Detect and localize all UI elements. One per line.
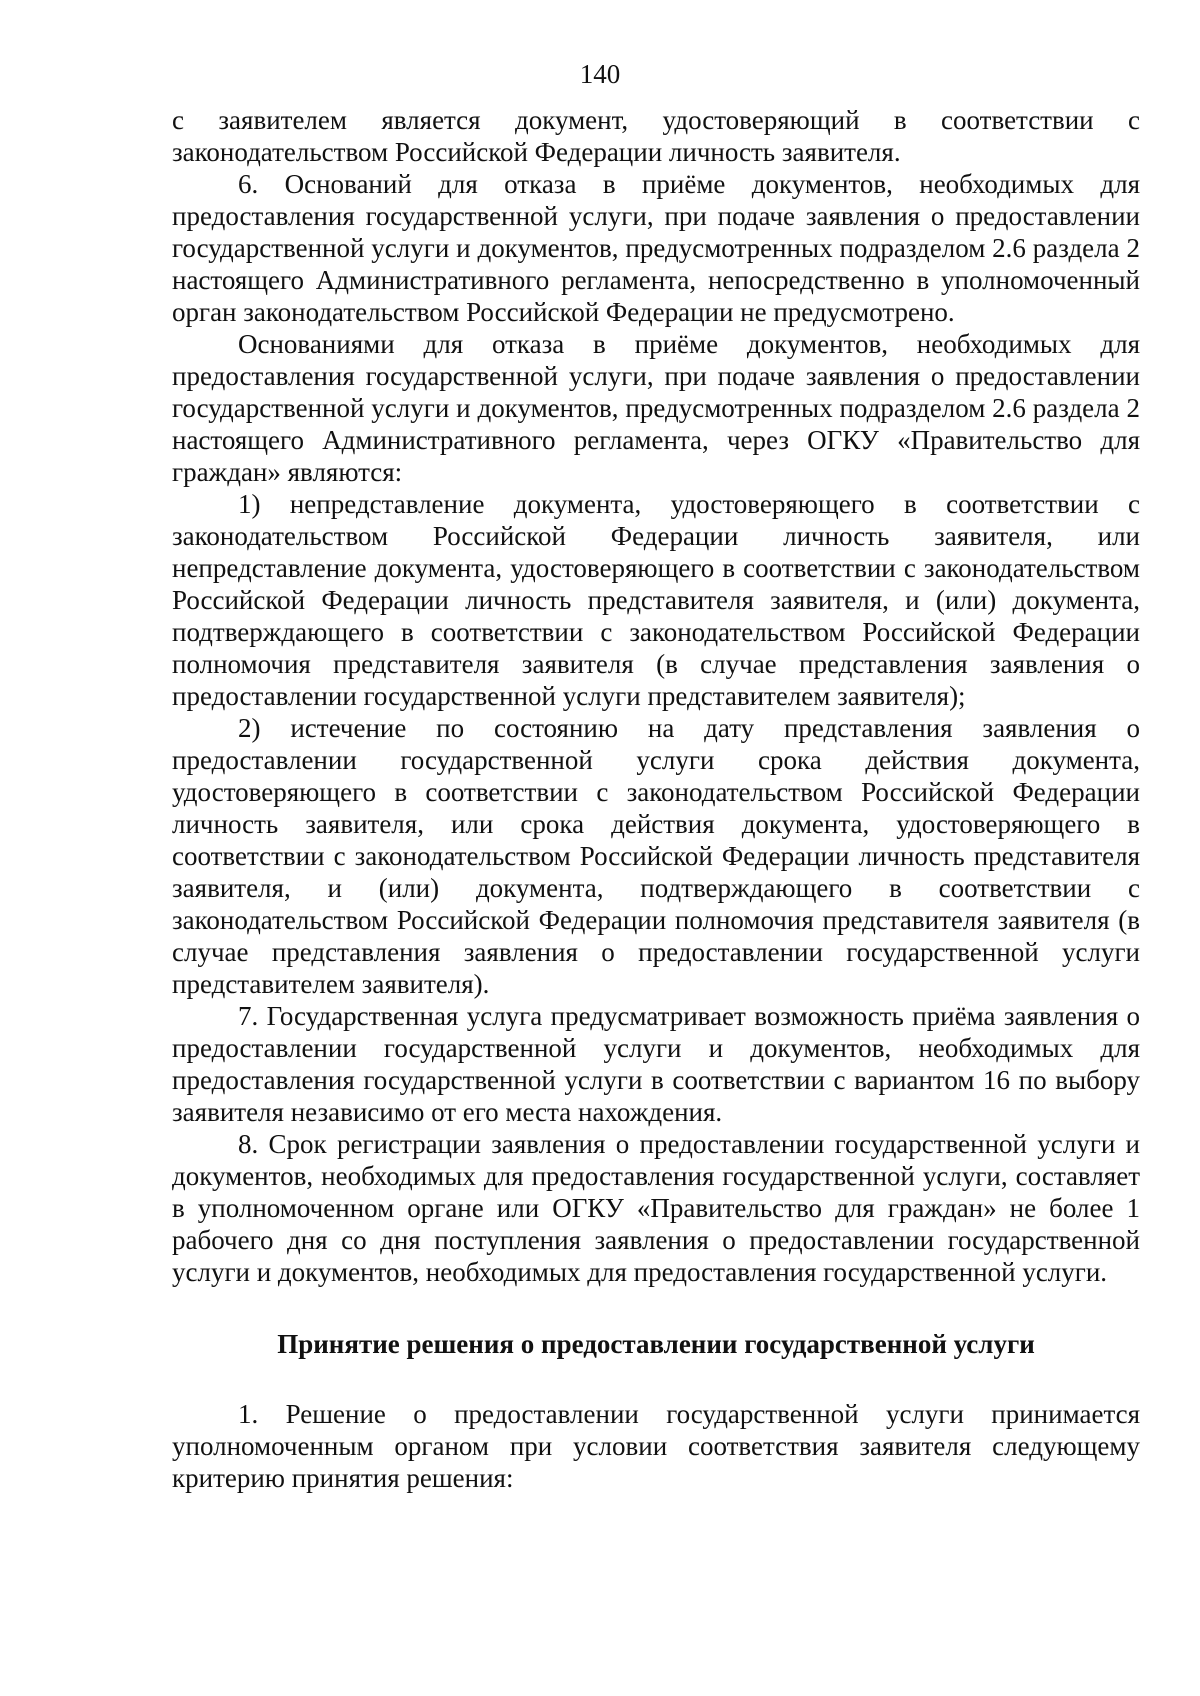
- paragraph-grounds-intro: Основаниями для отказа в приёме документов, необходимых для предоставления государственной услуги, при подаче заявления о предоставлении государственной услуги и документов, предусмотренных подразделом 2.6 раздела 2 настоящего Административного регламента, через ОГКУ «Правительство для граждан» являются:: [172, 329, 1140, 487]
- paragraph-ground-1: 1) непредставление документа, удостоверяющего в соответствии с законодательством Российской Федерации личность заявителя, или непредставление документа, удостоверяющего в соответствии с законодательством Российской Федерации личность представителя заявителя, и (или) документа, подтверждающего в соответствии с законодательством Российской Федерации полномочия представителя заявителя (в случае представления заявления о предоставлении государственной услуги представителем заявителя);: [172, 489, 1140, 711]
- paragraph-item-8: 8. Срок регистрации заявления о предоставлении государственной услуги и документов, необходимых для предоставления государственной услуги, составляет в уполномоченном органе или ОГКУ «Правительство для граждан» не более 1 рабочего дня со дня поступления заявления о предоставлении государственной услуги и документов, необходимых для предоставления государственной услуги.: [172, 1129, 1140, 1287]
- paragraph-ground-2: 2) истечение по состоянию на дату представления заявления о предоставлении государственной услуги срока действия документа, удостоверяющего в соответствии с законодательством Российской Федерации личность заявителя, или срока действия документа, удостоверяющего в соответствии с законодательством Российской Федерации личность представителя заявителя, и (или) документа, подтверждающего в соответствии с законодательством Российской Федерации полномочия представителя заявителя (в случае представления заявления о предоставлении государственной услуги представителем заявителя).: [172, 713, 1140, 999]
- document-body: [172, 104, 1140, 1494]
- page-number: 140: [579, 59, 621, 89]
- paragraph-item-6: 6. Оснований для отказа в приёме документов, необходимых для предоставления государственной услуги, при подаче заявления о предоставлении государственной услуги и документов, предусмотренных подразделом 2.6 раздела 2 настоящего Административного регламента, непосредственно в уполномоченный орган законодательством Российской Федерации не предусмотрено.: [172, 169, 1140, 327]
- paragraph-item-7: 7. Государственная услуга предусматривает возможность приёма заявления о предоставлении государственной услуги и документов, необходимых для предоставления государственной услуги в соответствии с вариантом 16 по выбору заявителя независимо от его места нахождения.: [172, 1001, 1140, 1127]
- paragraph-continuation: с заявителем является документ, удостоверяющий в соответствии с законодательством Российской Федерации личность заявителя.: [172, 105, 1140, 167]
- section-heading: Принятие решения о предоставлении государственной услуги: [277, 1329, 1035, 1359]
- paragraph-decision-1: 1. Решение о предоставлении государственной услуги принимается уполномоченным органом при условии соответствия заявителя следующему критерию принятия решения:: [172, 1399, 1140, 1493]
